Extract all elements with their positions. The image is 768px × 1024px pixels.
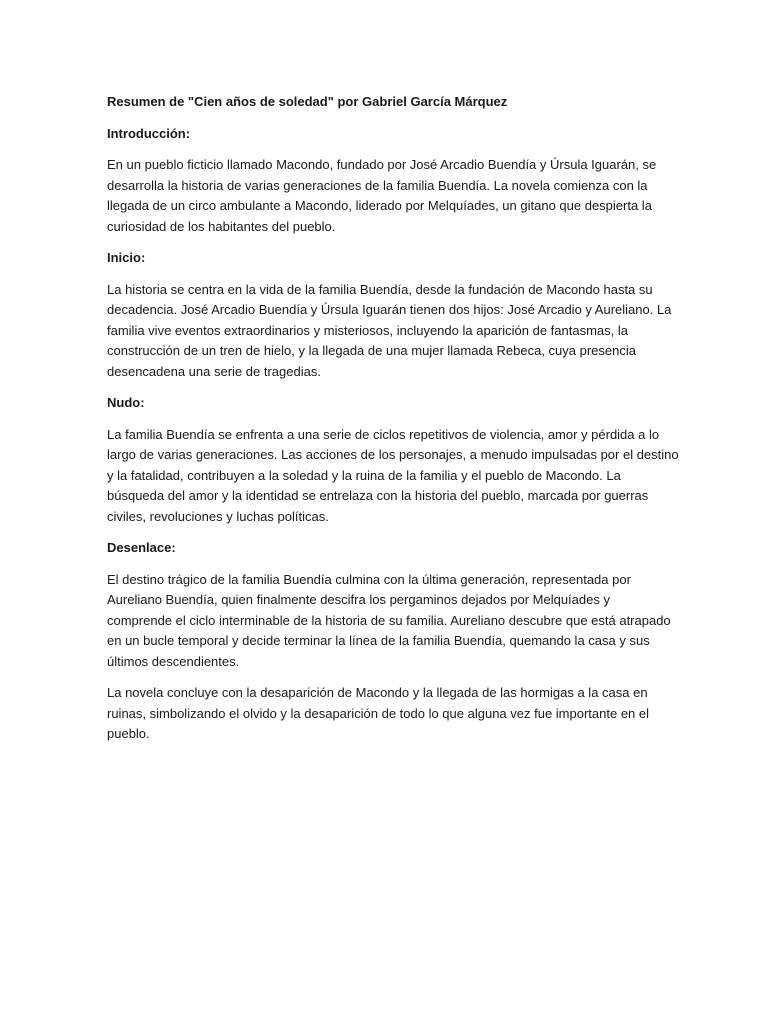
section-heading-desenlace: Desenlace: <box>107 540 176 555</box>
text-line: en un bucle temporal y decide terminar la línea de la familia Buendía, quemando la casa y sus <box>107 633 650 648</box>
paragraph-introduccion <box>107 155 663 237</box>
text-line: pueblo. <box>107 726 150 741</box>
text-line: últimos descendientes. <box>107 653 240 669</box>
document-title: Resumen de "Cien años de soledad" por Gabriel García Márquez <box>107 94 508 109</box>
text-line: La novela concluye con la desaparición de Macondo y la llegada de las hormigas a la casa en <box>107 685 648 700</box>
text-line: decadencia. José Arcadio Buendía y Úrsula Iguarán tienen dos hijos: José Arcadio y Aureliano. La <box>107 302 672 317</box>
text-line: Aureliano Buendía, quien finalmente descifra los pergaminos dejados por Melquíades y <box>107 592 610 607</box>
text-line: El destino trágico de la familia Buendía culmina con la última generación, representada por <box>107 571 631 587</box>
text-line: La historia se centra en la vida de la familia Buendía, desde la fundación de Macondo hasta su <box>107 281 653 297</box>
document-body <box>107 92 679 756</box>
paragraph-desenlace <box>107 570 671 673</box>
text-line: La familia Buendía se enfrenta a una serie de ciclos repetitivos de violencia, amor y pérdida a lo <box>107 426 660 442</box>
text-line: desarrolla la historia de varias generaciones de la familia Buendía. La novela comienza con la <box>107 177 648 193</box>
text-line: comprende el ciclo interminable de la historia de su familia. Aureliano descubre que está atrapado <box>107 612 671 628</box>
paragraph-inicio <box>107 280 672 383</box>
paragraph-conclusion <box>107 683 663 745</box>
text-line: desencadena una serie de tragedias. <box>107 363 321 379</box>
paragraph-nudo <box>107 425 679 528</box>
text-line: familia vive eventos extraordinarios y misteriosos, incluyendo la aparición de fantasmas, la <box>107 322 628 338</box>
text-line: largo de varias generaciones. Las acciones de los personajes, a menudo impulsadas por el destino <box>107 447 679 462</box>
text-line: En un pueblo ficticio llamado Macondo, fundado por José Arcadio Buendía y Úrsula Iguarán, se <box>107 157 657 172</box>
section-heading-introduccion: Introducción: <box>107 125 191 141</box>
text-line: civiles, revoluciones y luchas políticas. <box>107 508 329 524</box>
text-line: llegada de un circo ambulante a Macondo, liderado por Melquíades, un gitano que despierta la <box>107 198 652 213</box>
text-line: y la fatalidad, contribuyen a la soledad y la ruina de la familia y el pueblo de Macondo. La <box>107 467 621 483</box>
text-line: búsqueda del amor y la identidad se entrelaza con la historia del pueblo, marcada por guerras <box>107 488 649 503</box>
text-line: curiosidad de los habitantes del pueblo. <box>107 218 336 234</box>
text-line: construcción de un tren de hielo, y la llegada de una mujer llamada Rebeca, cuya presencia <box>107 343 636 358</box>
section-heading-inicio: Inicio: <box>107 250 146 265</box>
section-heading-nudo: Nudo: <box>107 395 145 410</box>
text-line: ruinas, simbolizando el olvido y la desaparición de todo lo que alguna vez fue importante en el <box>107 705 650 721</box>
